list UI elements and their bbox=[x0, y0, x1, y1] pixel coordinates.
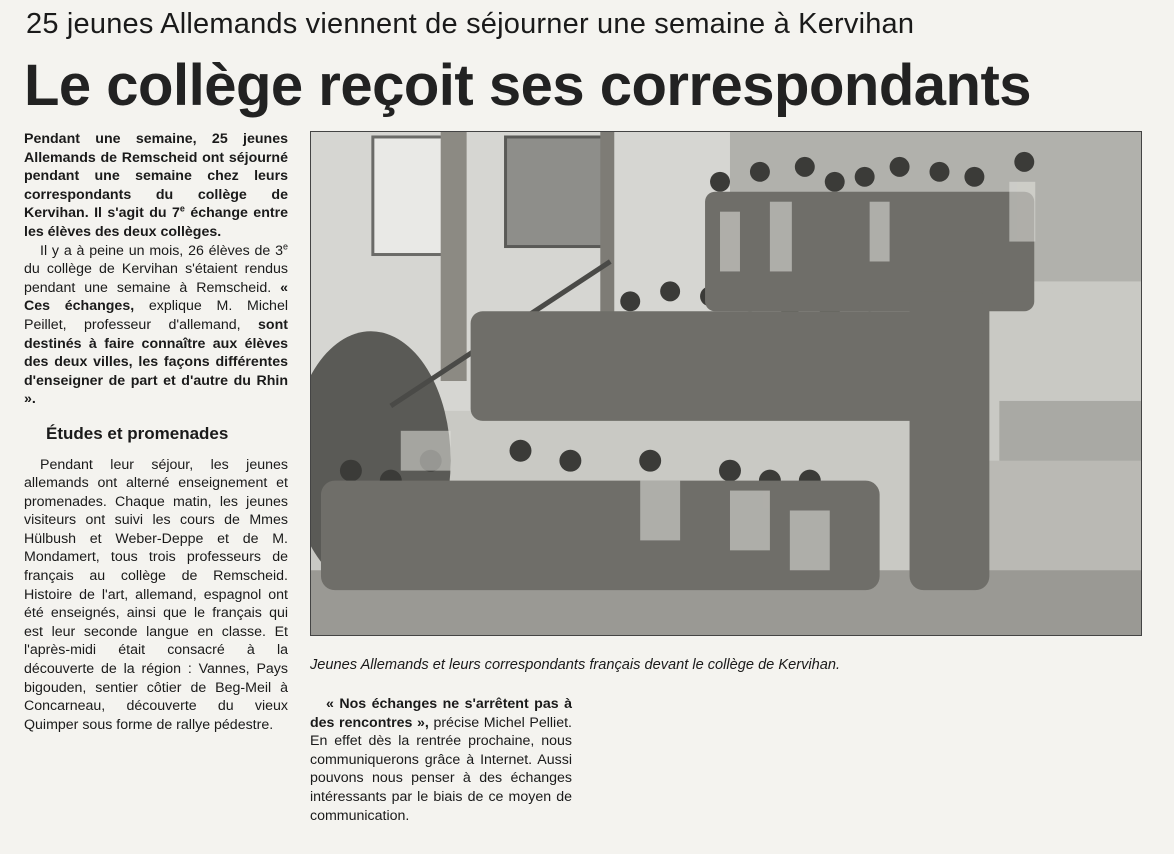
headline: Le collège reçoit ses correspondants bbox=[24, 53, 1032, 118]
middle-column bbox=[310, 695, 572, 825]
photo-caption: Jeunes Allemands et leurs correspondants français devant le collège de Kervihan. bbox=[310, 657, 841, 673]
paragraph-2: Pendant leur séjour, les jeunes allemands ont alterné enseignement et promenades. Chaque matin, les jeunes visiteurs ont suivi les cours de Mmes Hülbush et Weber-Deppe et de M. Mondamert, tous trois professeurs de français au collège de Remscheid. Histoire de l'art, allemand, espagnol ont été enseignés, ainsi que le français qui est leur seconde langue en classe. Et l'après-midi était consacré à la découverte de la région : Vannes, Pays bigouden, sentier côtier de Beg-Meil à Concarneau, découverte du vieux Quimper sous forme de rallye pédestre. bbox=[24, 456, 288, 733]
group-photo bbox=[310, 131, 1142, 636]
kicker: 25 jeunes Allemands viennent de séjourner une semaine à Kervihan bbox=[26, 8, 915, 40]
subheading: Études et promenades bbox=[46, 423, 229, 443]
paragraph-3: « Nos échanges ne s'arrêtent pas à des rencontres », précise Michel Pelliet. En effet dès la rentrée prochaine, nous communiquerons grâce à Internet. Aussi pouvons nous penser à des échanges intéressants par le biais de ce moyen de communication. bbox=[310, 696, 572, 824]
chapo: Pendant une semaine, 25 jeunes Allemands de Remscheid ont séjourné pendant une semaine chez leurs correspondants du collège de Kervihan. Il s'agit du 7e échange entre les élèves des deux collèges. bbox=[24, 131, 289, 240]
photo-illustration bbox=[311, 132, 1141, 635]
left-column bbox=[24, 130, 288, 734]
paragraph-1: Il y a à peine un mois, 26 élèves de 3e du collège de Kervihan s'étaient rendus pendant une semaine à Remscheid. « Ces échanges, explique M. Michel Peillet, professeur d'allemand, sont destinés à faire connaître aux élèves des deux villes, les façons différentes d'enseigner de part et d'autre du Rhin ». bbox=[24, 240, 288, 408]
